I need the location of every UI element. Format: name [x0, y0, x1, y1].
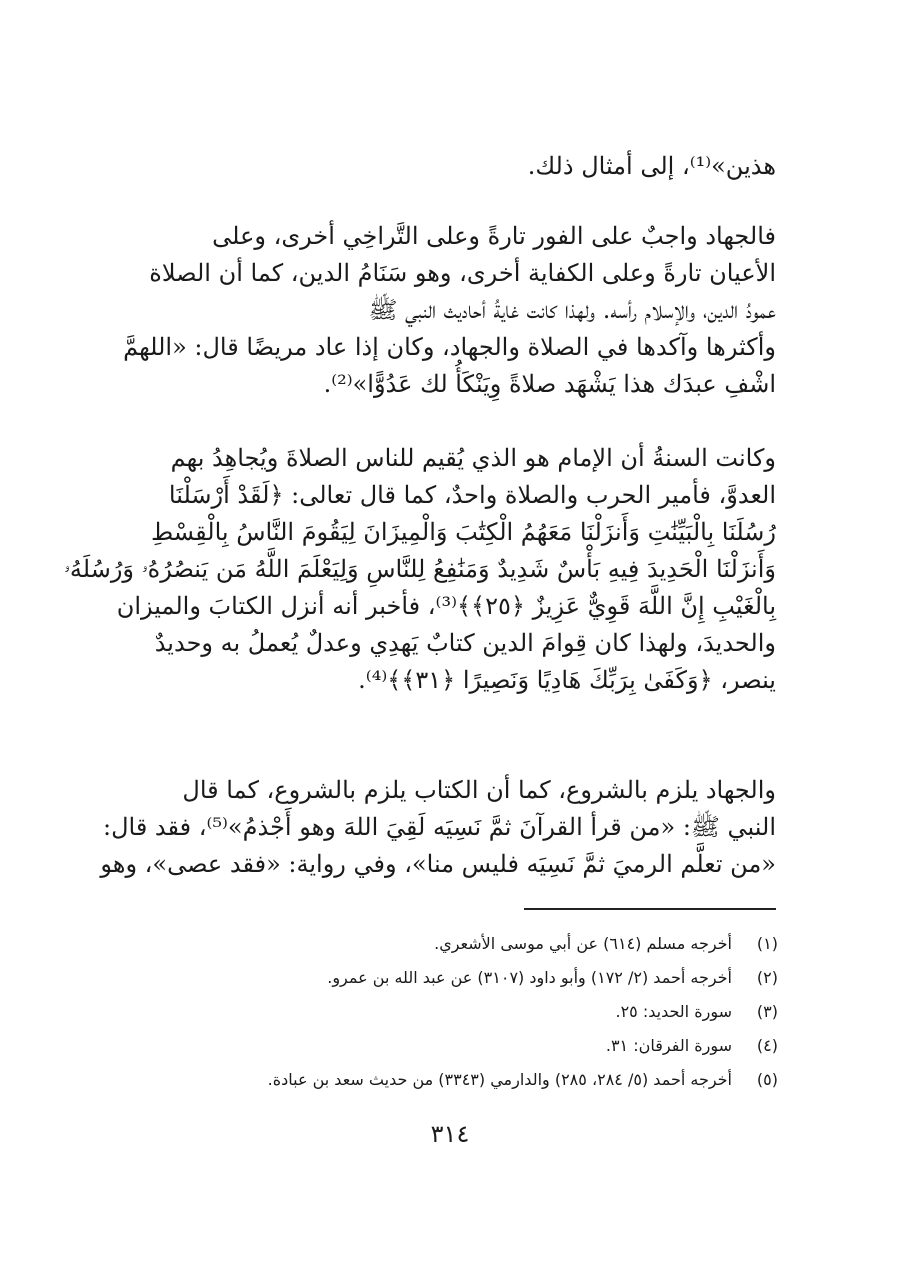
footnote-text: أخرجه أحمد (٥/ ٢٨٤، ٢٨٥) والدارمي (٣٣٤٣) من حديث سعد بن عبادة. [267, 1069, 732, 1089]
paragraph-3 [63, 440, 776, 699]
text-line: فالجهاد واجبٌ على الفور تارةً وعلى التَّراخِي أخرى، وعلى [212, 222, 776, 250]
text-line: وكانت السنةُ أن الإمام هو الذي يُقيم للناس الصلاةَ ويُجاهِدُ بهم [170, 444, 776, 472]
paragraph-2 [123, 218, 776, 403]
text-line: وأكثرها وآكدها في الصلاة والجهاد، وكان إذا عاد مريضًا قال: «اللهمَّ [123, 333, 776, 361]
footnote-item [130, 1028, 778, 1062]
footnote-number: (٥) [756, 1069, 778, 1089]
text-line: الأعيان تارةً وعلى الكفاية أخرى، وهو سَنَامُ الدين، كما أن الصلاة [149, 259, 776, 287]
text-line: والجهاد يلزم بالشروع، كما أن الكتاب يلزم بالشروع، كما قال [182, 776, 776, 804]
footnote-item [130, 1062, 778, 1096]
text-line: العدوَّ، فأمير الحرب والصلاة واحدٌ، كما قال تعالى: ﴿لَقَدْ أَرْسَلْنَا [168, 481, 776, 509]
footnote-text: أخرجه أحمد (٢/ ١٧٢) وأبو داود (٣١٠٧) عن عبد الله بن عمرو. [327, 967, 732, 987]
text-line: «من تعلَّم الرميَ ثمَّ نَسِيَه فليس منا»، وفي رواية: «فقد عصى»، وهو [100, 850, 776, 878]
text-line: عمودُ الدين، والإسلام رأسه. ولهذا كانت غايةُ أحاديث النبي ﷺ [368, 296, 776, 324]
text-line: النبي ﷺ: «من قرأ القرآنَ ثمَّ نَسِيَه لَقِيَ اللهَ وهو أَجْذمُ»⁽⁵⁾، فقد قال: [102, 813, 776, 841]
footnote-number: (٢) [756, 967, 778, 987]
page-number: ٣١٤ [430, 1120, 470, 1148]
footnotes [130, 926, 778, 1096]
footnote-item [130, 994, 778, 1028]
footnote-text: سورة الحديد: ٢٥. [615, 1001, 732, 1021]
text-line: هذين»⁽¹⁾، إلى أمثال ذلك. [527, 152, 776, 180]
footnote-separator [524, 908, 776, 910]
text-line: ينصر، ﴿وَكَفَىٰ بِرَبِّكَ هَادِيًا وَنَصِيرًا ﴿٣١﴾﴾⁽⁴⁾. [358, 666, 776, 694]
footnote-item [130, 926, 778, 960]
footnote-text: سورة الفرقان: ٣١. [605, 1035, 732, 1055]
footnote-text: أخرجه مسلم (٦١٤) عن أبي موسى الأشعري. [434, 933, 732, 953]
text-line: بِالْغَيْبِ إِنَّ اللَّهَ قَوِيٌّ عَزِيزٌ ﴿٢٥﴾﴾⁽³⁾، فأخبر أنه أنزل الكتابَ والميزان [116, 592, 776, 620]
text-line: اشْفِ عبدَك هذا يَشْهَد صلاةً وِيَنْكَأُ لك عَدُوًّا»⁽²⁾. [323, 370, 776, 398]
footnote-number: (٤) [756, 1035, 778, 1055]
footnote-number: (٣) [756, 1001, 778, 1021]
footnote-item [130, 960, 778, 994]
quran-verse-line: وَأَنزَلْنَا الْحَدِيدَ فِيهِ بَأْسٌ شَدِيدٌ وَمَنَٰفِعُ لِلنَّاسِ وَلِيَعْلَمَ اللَّهُ مَن يَنصُرُهُۥ وَرُسُلَهُۥ [63, 555, 776, 583]
text-line: والحديدَ، ولهذا كان قِوامَ الدين كتابٌ يَهدِي وعدلٌ يُعملُ به وحديدٌ [154, 629, 776, 657]
footnote-number: (١) [756, 933, 778, 953]
paragraph-4 [100, 772, 776, 883]
quran-verse-line: رُسُلَنَا بِالْبَيِّنَٰتِ وَأَنزَلْنَا مَعَهُمُ الْكِتَٰبَ وَالْمِيزَانَ لِيَقُومَ النَّاسُ بِالْقِسْطِ [150, 518, 776, 546]
paragraph-1 [130, 148, 776, 185]
